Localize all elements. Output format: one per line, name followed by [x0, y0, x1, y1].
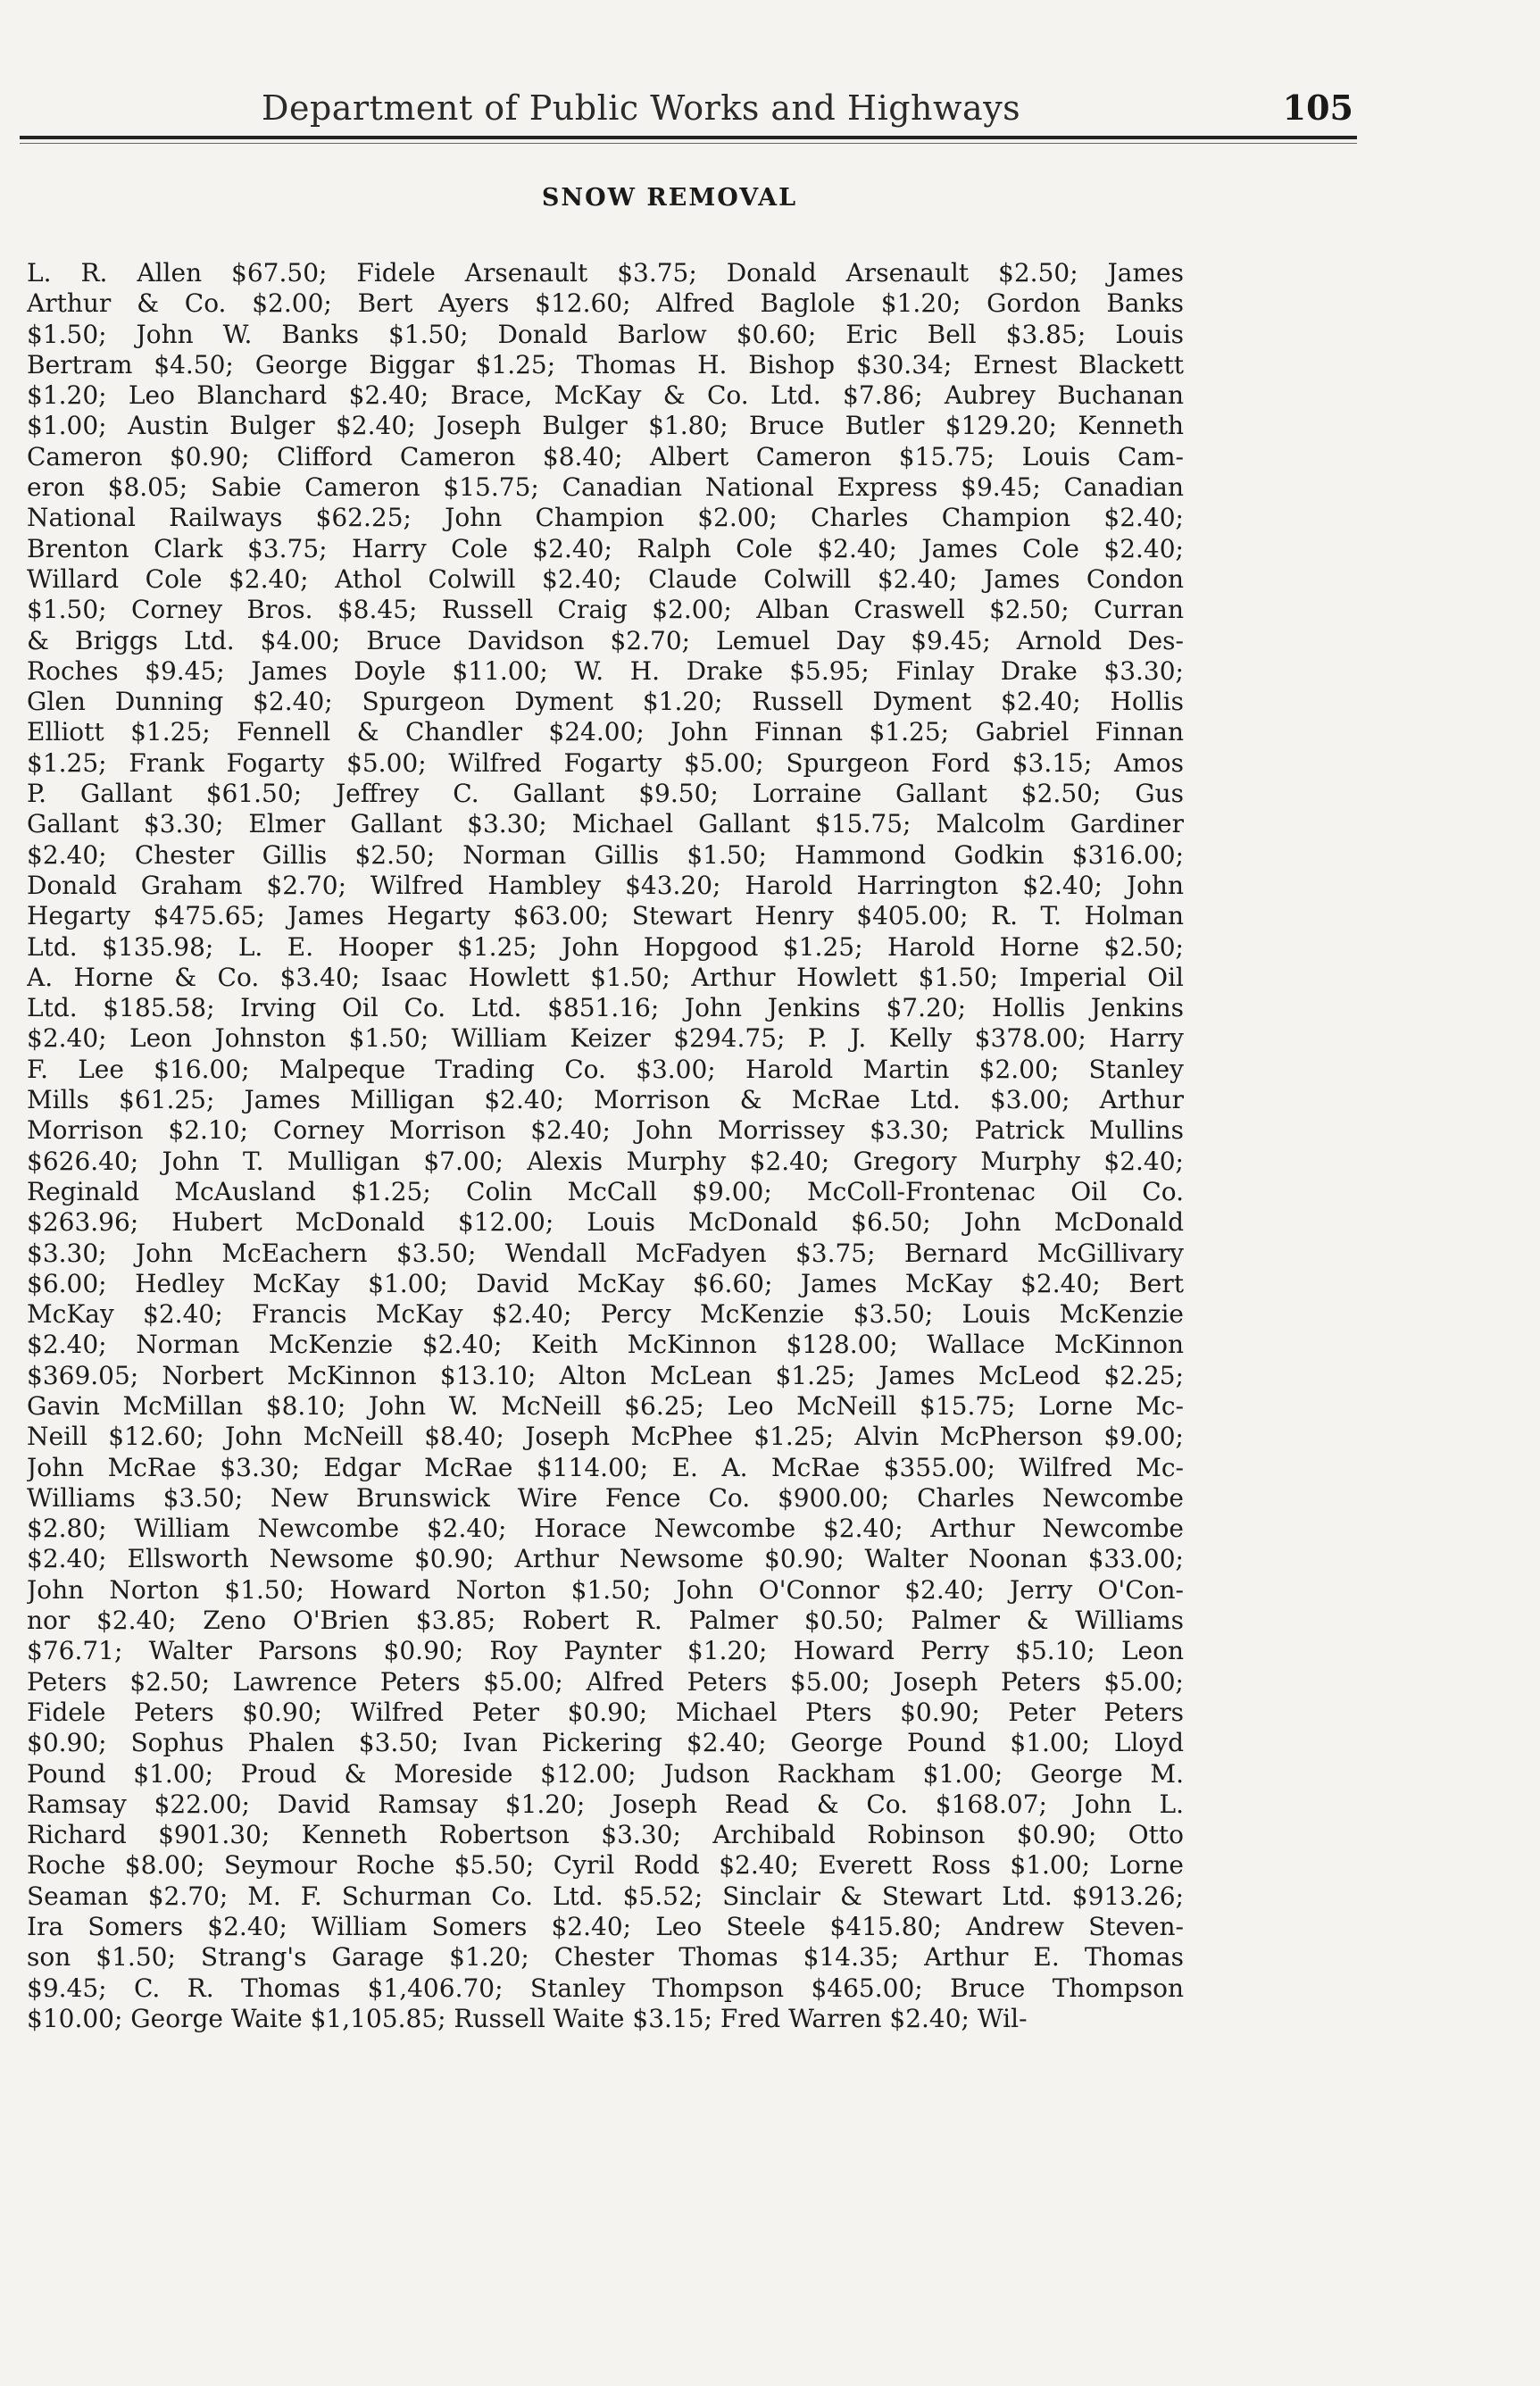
body-line: Elliott $1.25; Fennell & Chandler $24.00; John Finnan $1.25; Gabriel Finnan: [27, 717, 1184, 747]
body-line: $369.05; Norbert McKinnon $13.10; Alton McLean $1.25; James McLeod $2.25;: [27, 1360, 1184, 1390]
body-line: Richard $901.30; Kenneth Robertson $3.30; Archibald Robinson $0.90; Otto: [27, 1820, 1184, 1850]
body-line: Gallant $3.30; Elmer Gallant $3.30; Michael Gallant $15.75; Malcolm Gardiner: [27, 809, 1184, 839]
body-line: $2.80; William Newcombe $2.40; Horace Newcombe $2.40; Arthur Newcombe: [27, 1514, 1184, 1544]
body-line: Glen Dunning $2.40; Spurgeon Dyment $1.20; Russell Dyment $2.40; Hollis: [27, 687, 1184, 717]
body-line: Roches $9.45; James Doyle $11.00; W. H. Drake $5.95; Finlay Drake $3.30;: [27, 655, 1184, 686]
body-line: Mills $61.25; James Milligan $2.40; Morrison & McRae Ltd. $3.00; Arthur: [27, 1085, 1184, 1115]
body-line: $0.90; Sophus Phalen $3.50; Ivan Pickering $2.40; George Pound $1.00; Lloyd: [27, 1728, 1184, 1758]
body-line: John McRae $3.30; Edgar McRae $114.00; E. A. McRae $355.00; Wilfred Mc-: [27, 1452, 1184, 1482]
body-line: Ltd. $185.58; Irving Oil Co. Ltd. $851.16; John Jenkins $7.20; Hollis Jenkins: [27, 993, 1184, 1023]
body-line: Peters $2.50; Lawrence Peters $5.00; Alfred Peters $5.00; Joseph Peters $5.00;: [27, 1666, 1184, 1697]
body-line: $3.30; John McEachern $3.50; Wendall McFadyen $3.75; Bernard McGillivary: [27, 1238, 1184, 1268]
header-rule-thin: [20, 143, 1357, 144]
body-line: John Norton $1.50; Howard Norton $1.50; John O'Connor $2.40; Jerry O'Con-: [27, 1574, 1184, 1605]
body-line: $2.40; Chester Gillis $2.50; Norman Gillis $1.50; Hammond Godkin $316.00;: [27, 839, 1184, 870]
body-line: Ramsay $22.00; David Ramsay $1.20; Joseph Read & Co. $168.07; John L.: [27, 1789, 1184, 1819]
body-line: Roche $8.00; Seymour Roche $5.50; Cyril Rodd $2.40; Everett Ross $1.00; Lorne: [27, 1850, 1184, 1881]
body-line: Ira Somers $2.40; William Somers $2.40; Leo Steele $415.80; Andrew Steven-: [27, 1912, 1184, 1942]
body-line: $2.40; Norman McKenzie $2.40; Keith McKinnon $128.00; Wallace McKinnon: [27, 1330, 1184, 1360]
body-line: Hegarty $475.65; James Hegarty $63.00; Stewart Henry $405.00; R. T. Holman: [27, 901, 1184, 931]
body-line: $1.50; Corney Bros. $8.45; Russell Craig $2.00; Alban Craswell $2.50; Curran: [27, 595, 1184, 625]
body-line: son $1.50; Strang's Garage $1.20; Chester Thomas $14.35; Arthur E. Thomas: [27, 1942, 1184, 1973]
body-line: $626.40; John T. Mulligan $7.00; Alexis Murphy $2.40; Gregory Murphy $2.40;: [27, 1146, 1184, 1176]
body-line: Seaman $2.70; M. F. Schurman Co. Ltd. $5.52; Sinclair & Stewart Ltd. $913.26;: [27, 1881, 1184, 1911]
body-line: $1.25; Frank Fogarty $5.00; Wilfred Fogarty $5.00; Spurgeon Ford $3.15; Amos: [27, 747, 1184, 778]
body-line: $2.40; Leon Johnston $1.50; William Keizer $294.75; P. J. Kelly $378.00; Harry: [27, 1023, 1184, 1054]
section-title: SNOW REMOVAL: [541, 184, 798, 212]
body-line: Neill $12.60; John McNeill $8.40; Joseph McPhee $1.25; Alvin McPherson $9.00;: [27, 1422, 1184, 1452]
body-line: F. Lee $16.00; Malpeque Trading Co. $3.00; Harold Martin $2.00; Stanley: [27, 1054, 1184, 1084]
body-line: eron $8.05; Sabie Cameron $15.75; Canadian National Express $9.45; Canadian: [27, 472, 1184, 503]
body-line: A. Horne & Co. $3.40; Isaac Howlett $1.50; Arthur Howlett $1.50; Imperial Oil: [27, 962, 1184, 992]
body-line: Willard Cole $2.40; Athol Colwill $2.40; Claude Colwill $2.40; James Condon: [27, 563, 1184, 594]
header-rule: [20, 136, 1357, 139]
body-line: $10.00; George Waite $1,105.85; Russell Waite $3.15; Fred Warren $2.40; Wil-: [27, 2003, 1028, 2033]
body-line: Cameron $0.90; Clifford Cameron $8.40; Albert Cameron $15.75; Louis Cam-: [27, 441, 1184, 471]
body-line: Fidele Peters $0.90; Wilfred Peter $0.90; Michael Pters $0.90; Peter Peters: [27, 1697, 1184, 1727]
body-line: $6.00; Hedley McKay $1.00; David McKay $6.60; James McKay $2.40; Bert: [27, 1268, 1184, 1298]
body-line: Gavin McMillan $8.10; John W. McNeill $6.25; Leo McNeill $15.75; Lorne Mc-: [27, 1390, 1184, 1421]
body-line: & Briggs Ltd. $4.00; Bruce Davidson $2.70; Lemuel Day $9.45; Arnold Des-: [27, 625, 1184, 655]
body-line: $1.00; Austin Bulger $2.40; Joseph Bulger $1.80; Bruce Butler $129.20; Kenneth: [27, 411, 1184, 441]
body-text: [27, 258, 1184, 2062]
body-line: $1.20; Leo Blanchard $2.40; Brace, McKay & Co. Ltd. $7.86; Aubrey Buchanan: [27, 380, 1184, 411]
body-line: Morrison $2.10; Corney Morrison $2.40; John Morrissey $3.30; Patrick Mullins: [27, 1115, 1184, 1146]
body-line: $2.40; Ellsworth Newsome $0.90; Arthur Newsome $0.90; Walter Noonan $33.00;: [27, 1544, 1184, 1574]
body-line: Ltd. $135.98; L. E. Hooper $1.25; John Hopgood $1.25; Harold Horne $2.50;: [27, 931, 1184, 962]
body-line: $263.96; Hubert McDonald $12.00; Louis McDonald $6.50; John McDonald: [27, 1207, 1184, 1238]
body-line: P. Gallant $61.50; Jeffrey C. Gallant $9.50; Lorraine Gallant $2.50; Gus: [27, 779, 1184, 809]
body-line: Pound $1.00; Proud & Moreside $12.00; Judson Rackham $1.00; George M.: [27, 1758, 1184, 1789]
body-line: McKay $2.40; Francis McKay $2.40; Percy McKenzie $3.50; Louis McKenzie: [27, 1299, 1184, 1330]
running-header: [262, 82, 1353, 134]
running-header-title: Department of Public Works and Highways: [262, 88, 1021, 128]
body-line: National Railways $62.25; John Champion $2.00; Charles Champion $2.40;: [27, 503, 1184, 533]
body-line: Reginald McAusland $1.25; Colin McCall $9.00; McColl-Frontenac Oil Co.: [27, 1176, 1184, 1206]
body-line: Brenton Clark $3.75; Harry Cole $2.40; Ralph Cole $2.40; James Cole $2.40;: [27, 533, 1184, 563]
body-line: Arthur & Co. $2.00; Bert Ayers $12.60; Alfred Baglole $1.20; Gordon Banks: [27, 288, 1184, 319]
page-number: 105: [1282, 88, 1353, 128]
body-line: $76.71; Walter Parsons $0.90; Roy Paynter $1.20; Howard Perry $5.10; Leon: [27, 1636, 1184, 1666]
body-line: Bertram $4.50; George Biggar $1.25; Thomas H. Bishop $30.34; Ernest Blackett: [27, 349, 1184, 380]
body-line: nor $2.40; Zeno O'Brien $3.85; Robert R. Palmer $0.50; Palmer & Williams: [27, 1606, 1184, 1636]
body-line: $9.45; C. R. Thomas $1,406.70; Stanley Thompson $465.00; Bruce Thompson: [27, 1973, 1184, 2003]
body-line: Donald Graham $2.70; Wilfred Hambley $43.20; Harold Harrington $2.40; John: [27, 870, 1184, 900]
body-line: Williams $3.50; New Brunswick Wire Fence Co. $900.00; Charles Newcombe: [27, 1482, 1184, 1513]
body-line: L. R. Allen $67.50; Fidele Arsenault $3.75; Donald Arsenault $2.50; James: [27, 258, 1184, 288]
body-line: $1.50; John W. Banks $1.50; Donald Barlow $0.60; Eric Bell $3.85; Louis: [27, 319, 1184, 349]
